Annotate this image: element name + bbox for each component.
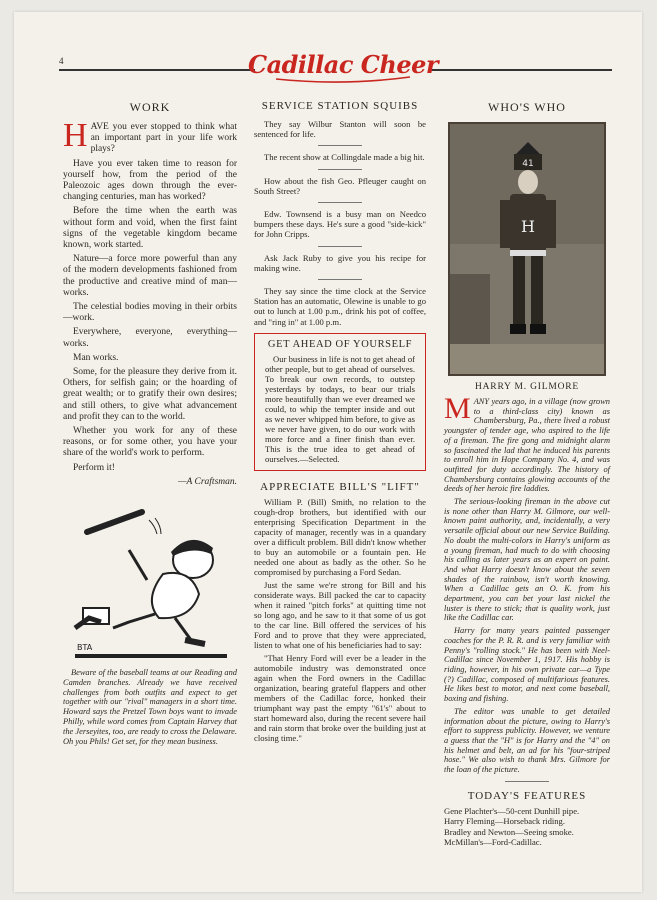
gilmore-photo <box>448 122 606 376</box>
lift-paragraph: "That Henry Ford will ever be a leader in the automobile industry was demonstrated once again when the Ford owners in the Cadillac organization, bearing grateful flappers and other members of the Cadillac force, honked their triumphant way past the empty "61's" about to start homeward also, during the recent severe hail and rain storm that broke over the building just at closing time." <box>254 652 426 743</box>
squib-item: They say since the time clock at the Service Station has an automatic, Olewine is unable to go out to lunch at 1.00 p.m., drink his pot of coffee, and "ring in" at 1.00 p.m. <box>254 286 426 327</box>
cadillac-cheer-logo <box>247 46 439 86</box>
gilmore-article <box>444 392 610 775</box>
work-paragraph: Have you ever taken time to reason for yourself how, from the period of the Paleozoic ages down through the ever-changing centuries, man has worked? <box>63 158 237 203</box>
squib-item: Ask Jack Ruby to give you his recipe for making wine. <box>254 252 426 273</box>
work-dropcap: H <box>63 117 88 154</box>
divider <box>318 279 362 280</box>
photo-shirt-letter: H <box>521 217 535 236</box>
gilmore-paragraph: The serious-looking fireman in the above cut is none other than Harry M. Gilmore, our well-known paint authority, and, incidentally, a very versatile official about our new Service Building. No doubt the multi-colors in Harry's uniform as a young fireman, had much to do with choosing his calling as later years as an expert on paint. And what Harry doesn't know about the seven shades of the rainbow, isn't worth knowing. When a Cadillac gets an O. K. from his department, you can bet your last nickel the luster is there to stick; that is quality work, just like the Cadillac car. <box>444 497 610 623</box>
work-paragraph: Everywhere, everyone, everything—works. <box>63 327 237 349</box>
gilmore-dropcap: M <box>444 392 471 425</box>
divider <box>318 202 362 203</box>
photo-hat-number: 41 <box>522 159 534 169</box>
work-paragraph: Some, for the pleasure they derive from it. Others, for selfish gain; or the hoarding of great wealth; or to gratify their own desires; and still others, to give what advancement and profit they can to the world. <box>63 367 237 422</box>
whos-who-title: WHO'S WHO <box>488 100 566 114</box>
squib-item: They say Wilbur Stanton will soon be sentenced for life. <box>254 119 426 140</box>
work-paragraph: Man works. <box>73 352 119 363</box>
lift-article <box>254 497 426 743</box>
work-attribution: —A Craftsman. <box>178 476 237 487</box>
feature-item: Harry Fleming—Horseback riding. <box>444 816 566 827</box>
logo-text: Cadillac Cheer <box>247 50 439 79</box>
work-title: WORK <box>129 100 171 114</box>
baseball-cartoon <box>67 500 227 660</box>
column-right <box>444 100 610 848</box>
get-ahead-body: Our business in life is not to get ahead of other people, but to get ahead of ourselves. To break our own records, to outstep yesterdays by todays, to bear our trials more beautifully than we ever dreamed we could, to whip the tempter inside and out as we never whipped him before, to give as we never have given, to do our work with more force and a finer finish than ever. This is the true idea to get ahead of ourselves.—Selected. <box>265 353 415 464</box>
features-title: TODAY'S FEATURES <box>467 789 587 802</box>
squibs-list <box>254 119 426 327</box>
feature-item: McMillan's—Ford-Cadillac. <box>444 837 542 848</box>
divider <box>318 169 362 170</box>
feature-item: Bradley and Newton—Seeing smoke. <box>444 826 574 837</box>
column-middle <box>254 100 426 746</box>
lift-paragraph: William P. (Bill) Smith, no relation to the cough-drop brothers, but identified with our enterprising Specification Department in the capacity of manager, recently was in a quandary over a difficult problem. Bill didn't know whether to buy an automobile or a fountain pen. He needed one about as badly as the other. So he compromised by purchasing a Ford Sedan. <box>254 496 426 577</box>
squibs-title: SERVICE STATION SQUIBS <box>261 100 419 112</box>
lift-paragraph: Just the same we're strong for Bill and his considerate ways. Bill packed the car to capacity when it rained "pitch forks" at quitting time not so long ago, and he saw to it that some of us got to the car line. Bill offered the services of his Ford and to prove that they were appreciated, listen to what one of his beneficiaries had to say: <box>254 579 426 650</box>
feature-item: Gene Plachter's—50-cent Dunhill pipe. <box>444 805 580 816</box>
photo-caption: HARRY M. GILMORE <box>474 382 580 392</box>
header-rule-right <box>428 69 612 71</box>
get-ahead-box <box>254 333 426 471</box>
work-paragraph: Nature—a force more powerful than any of the modern developments fashioned from the productive and creative mind of man—works. <box>63 254 237 298</box>
divider <box>318 145 362 146</box>
gilmore-paragraph: Harry for many years painted passenger coaches for the P. R. R. and is very familiar with Penny's "rolling stock." He has been with Neel-Cadillac since November 1, 1917. His hobby is riding, however, in his own private car—a Type (?) Cadillac, composed of multifarious features. He likes best to motor, and next come baseball, boxing and fishing. <box>444 626 610 704</box>
page-number: 4 <box>59 56 64 66</box>
squib-item: The recent show at Collingdale made a big hit. <box>264 152 425 163</box>
column-left <box>63 100 237 746</box>
get-ahead-title: GET AHEAD OF YOURSELF <box>267 338 413 350</box>
divider <box>505 781 549 782</box>
cartoon-signature: BTA <box>77 643 93 653</box>
gilmore-paragraph: The editor was unable to get detailed information about the picture, owing to Harry's effort to suppress publicity. However, we venture a guess that the "H" is for Harry and the "4" on his helmet and belt, an ad for his "four-striped hose." We also wish to thank Mrs. Gilmore for the loan of the picture. <box>444 706 610 775</box>
squib-item: Edw. Townsend is a busy man on Needco bumpers these days. He's sure a good "side-kick" for John Cripps. <box>254 209 426 240</box>
gilmore-first-paragraph: ANY years ago, in a village (now grown to a third-class city) known as Chambersburg, Pa., there lived a robust youngster of tender age, who aspired to the life of a fireman. The fire gong and midnight alarm so fascinated the lad that he induced his parents to enroll him in Hope Company No. 4, and was outfitted for duty accordingly. The history of Chambersburg contains glowing accounts of the deeds of her heroic fire laddies. <box>444 397 610 494</box>
divider <box>318 246 362 247</box>
work-paragraph: Before the time when the earth was without form and void, when the first faint signs of the vegetable kingdom became known, work started. <box>63 206 237 251</box>
features-list <box>444 806 610 848</box>
work-paragraph: Perform it! <box>73 462 115 473</box>
work-paragraph: Whether you work for any of these reasons, or for some other, you have your share of the world's work to perform. <box>63 426 237 459</box>
work-article <box>63 117 237 488</box>
work-paragraph: The celestial bodies moving in their orbits—work. <box>63 302 237 324</box>
header-rule-left <box>59 69 255 71</box>
lift-title: APPRECIATE BILL'S "LIFT" <box>260 480 420 493</box>
baseball-note: Beware of the baseball teams at our Reading and Camden branches. Already we have received challenges from both outfits and expect to get together with our "rival" managers in a short time. Howard says the Pretzel Town boys want to invade Philly, while word comes from Captain Harvey that the Jerseyites, too, are ready to cross the Delaware. Oh you Phils! Get set, for they mean business. <box>63 668 237 746</box>
squib-item: How about the fish Geo. Pfleuger caught on South Street? <box>254 175 426 196</box>
work-first-paragraph: AVE you ever stopped to think what an important part in your life work plays? <box>90 122 237 155</box>
